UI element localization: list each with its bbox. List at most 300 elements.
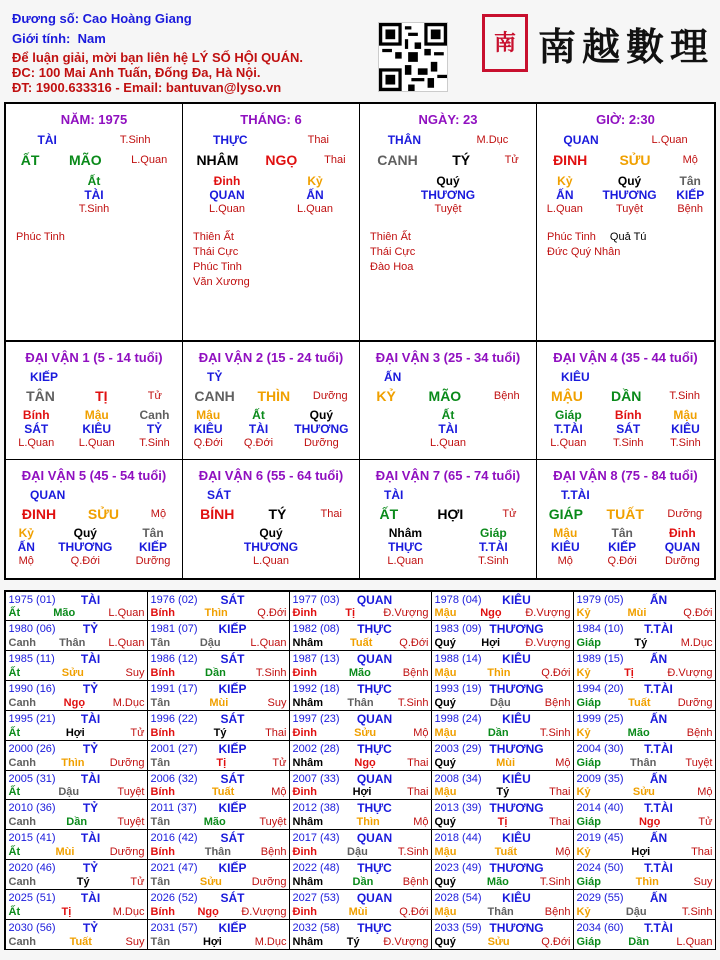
- decade-stem-branch: [537, 386, 714, 406]
- year-branch: Sửu: [354, 726, 377, 739]
- year-label: 1982 (08): [292, 623, 340, 636]
- year-ten-god: ẤN: [649, 652, 668, 667]
- year-life-stage: T.Sinh: [539, 875, 571, 888]
- hidden-stem-stage: L.Quan: [18, 437, 55, 449]
- year-label: 2032 (58): [292, 921, 340, 934]
- year-stem: Kỷ: [576, 607, 591, 620]
- year-branch: Dậu: [58, 786, 80, 799]
- life-stage-label: Tử: [147, 390, 162, 402]
- year-stem: Quý: [434, 637, 456, 650]
- year-stem-branch: [9, 727, 145, 739]
- year-branch: Sửu: [199, 875, 222, 888]
- year-life-stage: Bệnh: [260, 846, 287, 858]
- year-stem-branch: [151, 697, 287, 709]
- decade-ten-god: QUAN: [30, 488, 66, 502]
- year-stem: Canh: [8, 696, 36, 709]
- year-ten-god: SÁT: [220, 771, 245, 786]
- year-label: 1986 (12): [150, 653, 198, 666]
- hidden-stem-stage: T.Sinh: [670, 437, 701, 449]
- year-ten-god: QUAN: [356, 592, 393, 607]
- decade-title: ĐẠI VẬN 2 (15 - 24 tuổi): [198, 350, 344, 365]
- year-stem-branch: [435, 667, 571, 679]
- year-ten-god: KIẾP: [218, 741, 247, 756]
- year-life-stage: Bệnh: [544, 696, 571, 709]
- year-label: 2013 (39): [434, 802, 482, 815]
- year-label: 2015 (41): [8, 832, 56, 845]
- hidden-stem-name: Kỷ: [18, 526, 34, 540]
- life-stage-label: Bệnh: [493, 390, 520, 402]
- year-stem-branch: [577, 786, 713, 798]
- hidden-stem-god: TÀI: [438, 422, 458, 436]
- hidden-stem-god: THƯƠNG: [602, 188, 657, 202]
- hidden-stem-stage: T.Sinh: [139, 437, 170, 449]
- year-stem-branch: [435, 727, 571, 739]
- decade-stem-branch: [183, 504, 359, 524]
- year-stem: Đinh: [292, 607, 317, 620]
- year-ten-god: SÁT: [220, 592, 245, 607]
- year-stem-branch: [293, 906, 429, 918]
- year-stem-branch: [435, 637, 571, 649]
- hidden-stem-stage: Mộ: [557, 555, 573, 567]
- year-cell: [5, 680, 148, 711]
- year-stem-branch: [9, 637, 145, 649]
- year-stem: Kỷ: [576, 726, 591, 739]
- year-label: 1985 (11): [8, 653, 55, 666]
- year-stem-branch: [435, 816, 571, 828]
- decade-stem-branch: [6, 504, 182, 524]
- year-life-stage: Bệnh: [402, 875, 429, 888]
- year-stem-branch: [435, 757, 571, 769]
- decade-title: ĐẠI VẬN 1 (5 - 14 tuổi): [25, 350, 163, 365]
- earthly-branch: TÝ: [452, 152, 471, 168]
- year-label: 2030 (56): [8, 921, 56, 934]
- year-cell: [289, 710, 432, 741]
- earthly-branch: THÌN: [257, 388, 291, 404]
- year-stem-branch: [577, 906, 713, 918]
- year-stem-branch: [577, 667, 713, 679]
- year-branch: Tị: [624, 667, 634, 679]
- symbolic-stars: [16, 230, 65, 245]
- heavenly-stem: ẤT: [20, 152, 40, 168]
- star: Phúc Tinh: [547, 231, 596, 243]
- hidden-stem-god: KIÊU: [550, 540, 580, 554]
- year-label: 2005 (31): [8, 772, 56, 785]
- year-branch: Mùi: [55, 846, 75, 858]
- year-stem: Giáp: [576, 875, 601, 888]
- year-ten-god: QUAN: [356, 890, 393, 905]
- year-branch: Tuất: [349, 637, 373, 650]
- hidden-stem: [430, 408, 466, 450]
- year-stem: Nhâm: [292, 696, 324, 709]
- hidden-stem-stage: Mộ: [18, 555, 34, 567]
- year-cell: [289, 919, 432, 950]
- hidden-stem: [136, 526, 171, 568]
- decade-title: ĐẠI VẬN 6 (55 - 64 tuổi): [198, 468, 344, 483]
- earthly-branch: TÝ: [268, 506, 287, 522]
- star: Quả Tú: [609, 231, 647, 243]
- year-label: 1988 (14): [434, 653, 482, 666]
- year-label: 2033 (59): [434, 921, 482, 934]
- year-cell: [431, 889, 574, 920]
- year-life-stage: Đ.Vượng: [667, 667, 713, 679]
- phone-email-line: ĐT: 1900.633316 - Email: bantuvan@lyso.vn: [12, 80, 282, 95]
- hidden-stem: [608, 526, 637, 568]
- year-cell: [431, 620, 574, 651]
- year-label: 1996 (22): [150, 712, 198, 725]
- decade-stem-branch: [183, 386, 359, 406]
- annual-luck-table: [4, 590, 716, 950]
- year-ten-god: T.TÀI: [644, 801, 673, 816]
- year-stem-branch: [435, 697, 571, 709]
- ten-god-label: THỰC: [212, 133, 248, 147]
- year-life-stage: Thai: [407, 756, 429, 769]
- contact-line: Để luận giải, mời bạn liên hệ LÝ SỐ HỘI QUÁN.: [12, 50, 303, 65]
- life-stage-label: Thai: [324, 154, 346, 166]
- hidden-stem: [294, 408, 348, 450]
- year-cell: [147, 770, 290, 801]
- year-ten-god: SÁT: [220, 711, 245, 726]
- year-cell: [431, 829, 574, 860]
- decade-ten-god: TÀI: [384, 488, 404, 502]
- year-life-stage: M.Dục: [680, 637, 713, 650]
- year-life-stage: Dưỡng: [251, 875, 287, 888]
- year-stem-branch: [9, 876, 145, 888]
- year-ten-god: QUAN: [356, 711, 393, 726]
- year-label: 1981 (07): [150, 623, 198, 636]
- year-life-stage: Mộ: [555, 756, 571, 769]
- year-branch: Thìn: [635, 875, 659, 888]
- year-ten-god: TỶ: [82, 741, 99, 756]
- year-ten-god: T.TÀI: [644, 920, 673, 935]
- year-branch: Tị: [497, 816, 508, 829]
- year-branch: Thân: [204, 846, 232, 858]
- hidden-stem: [676, 174, 704, 216]
- pillar-title: NĂM: 1975: [60, 112, 128, 127]
- life-stage-label: Thai: [307, 134, 329, 146]
- gender-line: Giới tính: Nam: [12, 31, 106, 46]
- year-cell: [289, 591, 432, 622]
- year-ten-god: KIÊU: [502, 592, 531, 607]
- hidden-stem-god: T.TÀI: [479, 540, 508, 554]
- year-cell: [573, 650, 716, 681]
- hidden-stem-stage: Q.Đới: [70, 555, 100, 567]
- hidden-stem-god: KIẾP: [608, 540, 637, 554]
- hidden-stem-god: ẤN: [17, 540, 35, 554]
- earthly-branch: TUẤT: [606, 506, 644, 522]
- year-stem: Nhâm: [292, 875, 324, 888]
- year-stem: Đinh: [292, 786, 317, 799]
- year-label: 1993 (19): [434, 683, 482, 695]
- year-stem: Quý: [434, 816, 456, 829]
- earthly-branch: MÃO: [68, 152, 102, 168]
- pillar-column: [537, 104, 714, 340]
- life-stage-label: L.Quan: [651, 134, 688, 146]
- year-stem-branch: [577, 637, 713, 649]
- hidden-stem: [550, 408, 586, 450]
- year-stem-branch: [293, 697, 429, 709]
- hidden-stem-god: THƯƠNG: [243, 540, 299, 554]
- year-label: 1979 (05): [576, 593, 624, 606]
- year-stem: Giáp: [576, 637, 601, 650]
- year-ten-god: ẤN: [649, 831, 668, 846]
- hidden-stem: [602, 174, 656, 216]
- year-life-stage: Thai: [691, 846, 713, 858]
- hidden-stem-name: Đinh: [213, 174, 241, 188]
- year-label: 2010 (36): [8, 802, 56, 815]
- year-label: 2004 (30): [576, 742, 624, 755]
- life-stage-label: Dưỡng: [312, 390, 348, 402]
- year-cell: [5, 740, 148, 771]
- decade-stem-branch: [6, 386, 182, 406]
- hidden-stem: [478, 526, 509, 568]
- year-stem-branch: [293, 637, 429, 649]
- hidden-stem: [244, 408, 273, 450]
- year-branch: Tuất: [494, 846, 518, 858]
- decade-ten-god: ẤN: [384, 370, 402, 384]
- year-label: 2031 (57): [150, 921, 198, 934]
- year-label: 1998 (24): [434, 712, 482, 725]
- year-cell: [5, 770, 148, 801]
- year-ten-god: KIÊU: [502, 652, 531, 667]
- year-stem: Nhâm: [292, 637, 324, 650]
- year-label: 1997 (23): [292, 712, 340, 725]
- hidden-stem-name: Mậu: [84, 408, 109, 422]
- year-stem: Quý: [434, 696, 456, 709]
- four-pillars-table: [4, 102, 716, 342]
- hidden-stem-name: Ất: [252, 408, 265, 422]
- year-ten-god: T.TÀI: [644, 861, 673, 875]
- hidden-stem-name: Quý: [436, 174, 460, 188]
- year-ten-god: TÀI: [80, 711, 101, 726]
- year-label: 2021 (47): [150, 862, 198, 874]
- decade-cell: [360, 460, 537, 578]
- year-ten-god: THỰC: [357, 622, 392, 637]
- year-ten-god: SÁT: [220, 831, 245, 846]
- year-stem: Ất: [8, 607, 21, 620]
- year-stem-branch: [577, 846, 713, 858]
- year-stem: Bính: [150, 786, 175, 799]
- heavenly-stem: ĐINH: [553, 152, 588, 168]
- year-stem-branch: [151, 607, 287, 619]
- decade-ten-god: SÁT: [207, 488, 231, 502]
- pillar-row-stem-branch: [183, 150, 359, 170]
- year-cell: [147, 740, 290, 771]
- year-branch: Hợi: [352, 786, 372, 799]
- year-stem-branch: [9, 846, 145, 858]
- seal-stamp: 南: [482, 14, 528, 72]
- year-stem-branch: [151, 757, 287, 769]
- year-branch: Dậu: [199, 637, 221, 650]
- hidden-stem: [79, 174, 110, 216]
- year-ten-god: TỶ: [82, 920, 99, 935]
- hidden-stem-god: THƯƠNG: [294, 422, 349, 436]
- earthly-branch: SỬU: [619, 152, 651, 168]
- year-label: 2017 (43): [292, 832, 340, 845]
- year-stem: Tân: [150, 875, 171, 888]
- year-branch: Hợi: [481, 637, 501, 650]
- year-branch: Sửu: [61, 667, 84, 679]
- decade-title: ĐẠI VẬN 5 (45 - 54 tuổi): [21, 468, 167, 483]
- year-stem: Giáp: [576, 935, 601, 948]
- heavenly-stem: BÍNH: [200, 506, 235, 522]
- year-branch: Ngọ: [63, 696, 86, 709]
- year-stem: Giáp: [576, 816, 601, 829]
- heavenly-stem: GIÁP: [548, 506, 583, 522]
- year-life-stage: Tử: [698, 816, 713, 829]
- decade-title: ĐẠI VẬN 4 (35 - 44 tuổi): [553, 350, 698, 365]
- year-life-stage: L.Quan: [108, 637, 145, 650]
- year-stem: Ất: [8, 905, 21, 918]
- year-ten-god: THỰC: [357, 920, 392, 935]
- year-label: 2006 (32): [150, 772, 198, 785]
- year-life-stage: Đ.Vượng: [241, 905, 287, 918]
- hidden-stem-god: ẤN: [306, 188, 324, 202]
- year-life-stage: Bệnh: [402, 667, 429, 679]
- year-label: 2014 (40): [576, 802, 624, 815]
- year-ten-god: TỶ: [82, 861, 99, 875]
- symbolic-stars: [370, 230, 415, 275]
- year-branch: Dần: [487, 726, 509, 739]
- earthly-branch: SỬU: [87, 506, 119, 522]
- year-stem-branch: [151, 816, 287, 828]
- year-stem: Bính: [150, 905, 175, 918]
- decade-cell: [6, 460, 183, 578]
- year-cell: [573, 829, 716, 860]
- year-label: 2007 (33): [292, 772, 340, 785]
- year-stem-branch: [151, 876, 287, 888]
- year-label: 2012 (38): [292, 802, 340, 815]
- hidden-stem: [547, 174, 583, 216]
- hidden-stems: [183, 526, 359, 568]
- year-branch: Tý: [213, 726, 227, 739]
- year-life-stage: Dưỡng: [677, 696, 713, 709]
- hidden-stem-god: THỰC: [388, 540, 423, 554]
- year-stem-branch: [577, 607, 713, 619]
- star: Đào Hoa: [370, 261, 414, 273]
- year-cell: [289, 740, 432, 771]
- hidden-stem-name: Tân: [611, 526, 633, 540]
- hidden-stem-stage: Dưỡng: [664, 555, 700, 567]
- ten-god-label: THÂN: [387, 133, 422, 147]
- year-cell: [5, 710, 148, 741]
- hidden-stem-god: T.TÀI: [553, 422, 583, 436]
- hidden-stems: [6, 526, 182, 568]
- hidden-stem-name: Nhâm: [388, 526, 423, 540]
- hidden-stem-name: Giáp: [554, 408, 582, 422]
- year-branch: Tị: [216, 756, 227, 769]
- year-label: 2002 (28): [292, 742, 340, 755]
- hidden-stem-god: KIẾP: [676, 188, 705, 202]
- year-life-stage: Suy: [267, 696, 287, 709]
- year-life-stage: Mộ: [555, 846, 571, 858]
- decade-luck-table: [4, 342, 716, 580]
- year-ten-god: THƯƠNG: [489, 682, 544, 696]
- hidden-stem-stage: Dưỡng: [303, 437, 339, 449]
- header: [0, 0, 720, 100]
- hidden-stem: [670, 408, 701, 450]
- year-cell: [431, 710, 574, 741]
- year-stem-branch: [435, 786, 571, 798]
- year-ten-god: KIẾP: [218, 682, 247, 696]
- year-cell: [573, 620, 716, 651]
- hidden-stem-name: Mậu: [673, 408, 698, 422]
- year-ten-god: QUAN: [356, 771, 393, 786]
- year-stem: Bính: [150, 726, 175, 739]
- earthly-branch: DẦN: [610, 388, 642, 404]
- year-life-stage: L.Quan: [250, 637, 287, 650]
- year-branch: Thân: [487, 905, 514, 918]
- year-life-stage: Tuyệt: [117, 786, 145, 799]
- year-stem: Bính: [150, 607, 175, 620]
- year-ten-god: TÀI: [80, 771, 101, 786]
- pillar-row-stem-branch: [537, 150, 714, 170]
- year-label: 1995 (21): [8, 712, 56, 725]
- year-branch: Tý: [346, 935, 360, 948]
- year-cell: [289, 889, 432, 920]
- year-life-stage: Tuyệt: [685, 756, 713, 769]
- hidden-stem-stage: L.Quan: [252, 555, 290, 567]
- pillar-column: [6, 104, 183, 340]
- life-stage-label: T.Sinh: [119, 134, 151, 146]
- year-ten-god: THỰC: [357, 741, 392, 756]
- decade-cell: [537, 342, 714, 460]
- year-stem-branch: [577, 727, 713, 739]
- year-label: 2028 (54): [434, 891, 482, 904]
- year-life-stage: Suy: [693, 875, 713, 888]
- year-stem-branch: [9, 697, 145, 709]
- year-branch: Dần: [66, 816, 88, 829]
- hidden-stem-stage: L.Quan: [429, 437, 467, 449]
- year-stem: Giáp: [576, 696, 601, 709]
- year-stem: Tân: [150, 756, 171, 769]
- year-label: 2020 (46): [8, 862, 56, 874]
- year-branch: Mùi: [348, 905, 368, 918]
- year-label: 1999 (25): [576, 712, 624, 725]
- heavenly-stem: KỶ: [376, 388, 396, 404]
- year-label: 2003 (29): [434, 742, 482, 755]
- year-stem: Mậu: [434, 905, 457, 918]
- year-branch: Dậu: [347, 846, 368, 858]
- year-ten-god: THỰC: [357, 682, 392, 696]
- year-cell: [573, 859, 716, 890]
- year-ten-god: KIÊU: [502, 771, 531, 786]
- year-branch: Mão: [53, 607, 76, 620]
- year-cell: [573, 919, 716, 950]
- year-life-stage: T.Sinh: [255, 667, 287, 679]
- year-stem-branch: [577, 936, 713, 948]
- year-cell: [5, 620, 148, 651]
- year-stem-branch: [151, 667, 287, 679]
- hidden-stems: [537, 526, 714, 568]
- year-label: 2000 (26): [8, 742, 56, 755]
- year-ten-god: KIÊU: [502, 890, 531, 905]
- star: Thái Cực: [193, 246, 239, 258]
- year-ten-god: KIẾP: [218, 801, 247, 816]
- year-branch: Hợi: [631, 846, 651, 858]
- year-branch: Mùi: [627, 607, 647, 620]
- star: Thiên Ất: [193, 231, 234, 243]
- year-life-stage: Q.Đới: [257, 607, 287, 620]
- year-branch: Thân: [630, 756, 657, 769]
- hidden-stem-stage: L.Quan: [387, 555, 424, 567]
- hidden-stem: [665, 526, 700, 568]
- year-life-stage: Q.Đới: [541, 935, 571, 948]
- year-cell: [431, 680, 574, 711]
- year-stem-branch: [293, 786, 429, 798]
- decade-cell: [183, 460, 360, 578]
- heavenly-stem: MẬU: [551, 388, 583, 404]
- year-stem: Mậu: [434, 726, 457, 739]
